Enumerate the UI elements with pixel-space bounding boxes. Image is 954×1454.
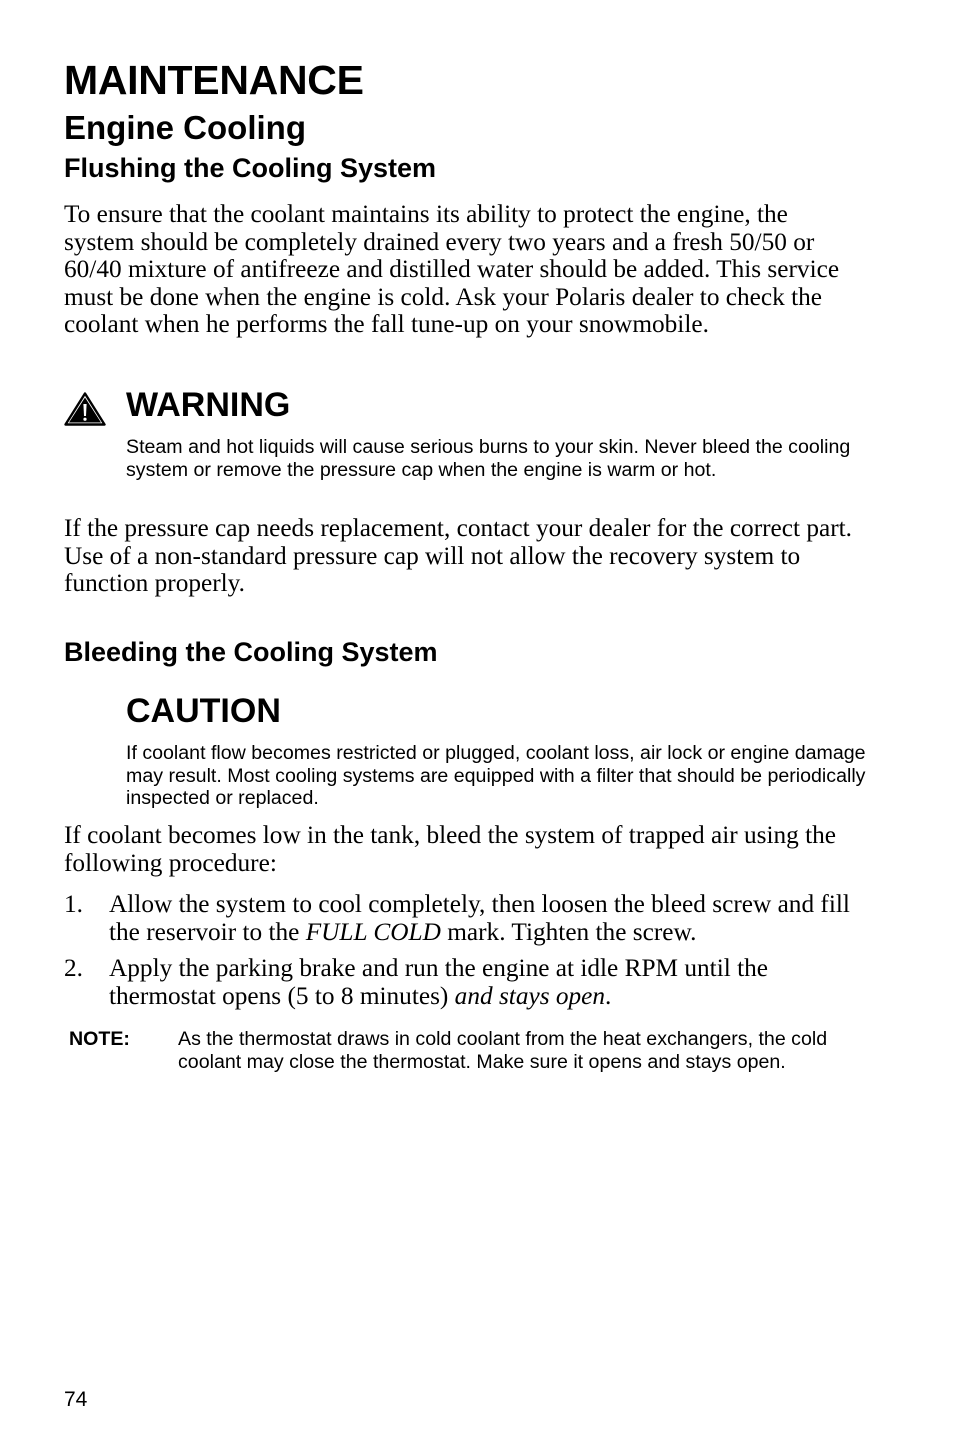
caution-text: If coolant flow becomes restricted or plugged, coolant loss, air lock or engine damage may result. Most cooling systems are equipped with a filter that should be periodically inspected or replaced. [126,742,866,809]
procedure-list [64,891,864,1019]
note-text: As the thermostat draws in cold coolant from the heat exchangers, the cold coolant may close the thermostat. Make sure it opens and stays open. [178,1028,828,1073]
step-number: 2. [64,954,83,983]
warning-text: Steam and hot liquids will cause serious burns to your skin. Never bleed the cooling system or remove the pressure cap when the engine is warm or hot. [126,436,851,481]
step-text: Apply the parking brake and run the engine at idle RPM until the thermostat opens (5 to 8 minutes) [109,954,768,1010]
flushing-heading: Flushing the Cooling System [64,153,437,183]
procedure-step [64,891,864,946]
step-emphasis: and stays open [454,981,606,1010]
procedure-step [64,955,864,1010]
warning-title: WARNING [126,386,291,424]
flushing-paragraph: To ensure that the coolant maintains its ability to protect the engine, the system should be completely drained every two years and a fresh 50/50 or 60/40 mixture of antifreeze and distilled water should be added. This service must be done when the engine is cold. Ask your Polaris dealer to check the coolant when he performs the fall tune-up on your snowmobile. [64,200,840,339]
subsection-title: Engine Cooling [64,109,306,146]
page-number: 74 [64,1388,88,1411]
pressure-cap-paragraph: If the pressure cap needs replacement, contact your dealer for the correct part. Use of a non-standard pressure cap will not allow the recovery system to function properly. [64,514,853,598]
caution-title: CAUTION [126,692,281,730]
step-text-end: mark. Tighten the screw. [440,917,697,946]
section-title: MAINTENANCE [64,57,364,103]
bleeding-intro: If coolant becomes low in the tank, bleed the system of trapped air using the following procedure: [64,821,837,877]
step-text: Allow the system to cool completely, then loosen the bleed screw and fill the reservoir to the [109,890,850,946]
step-number: 1. [64,890,83,918]
step-emphasis: FULL COLD [305,917,441,946]
warning-triangle-icon [64,392,106,426]
note-label: NOTE: [69,1028,130,1050]
step-text-end: . [605,981,612,1010]
bleeding-heading: Bleeding the Cooling System [64,637,438,667]
